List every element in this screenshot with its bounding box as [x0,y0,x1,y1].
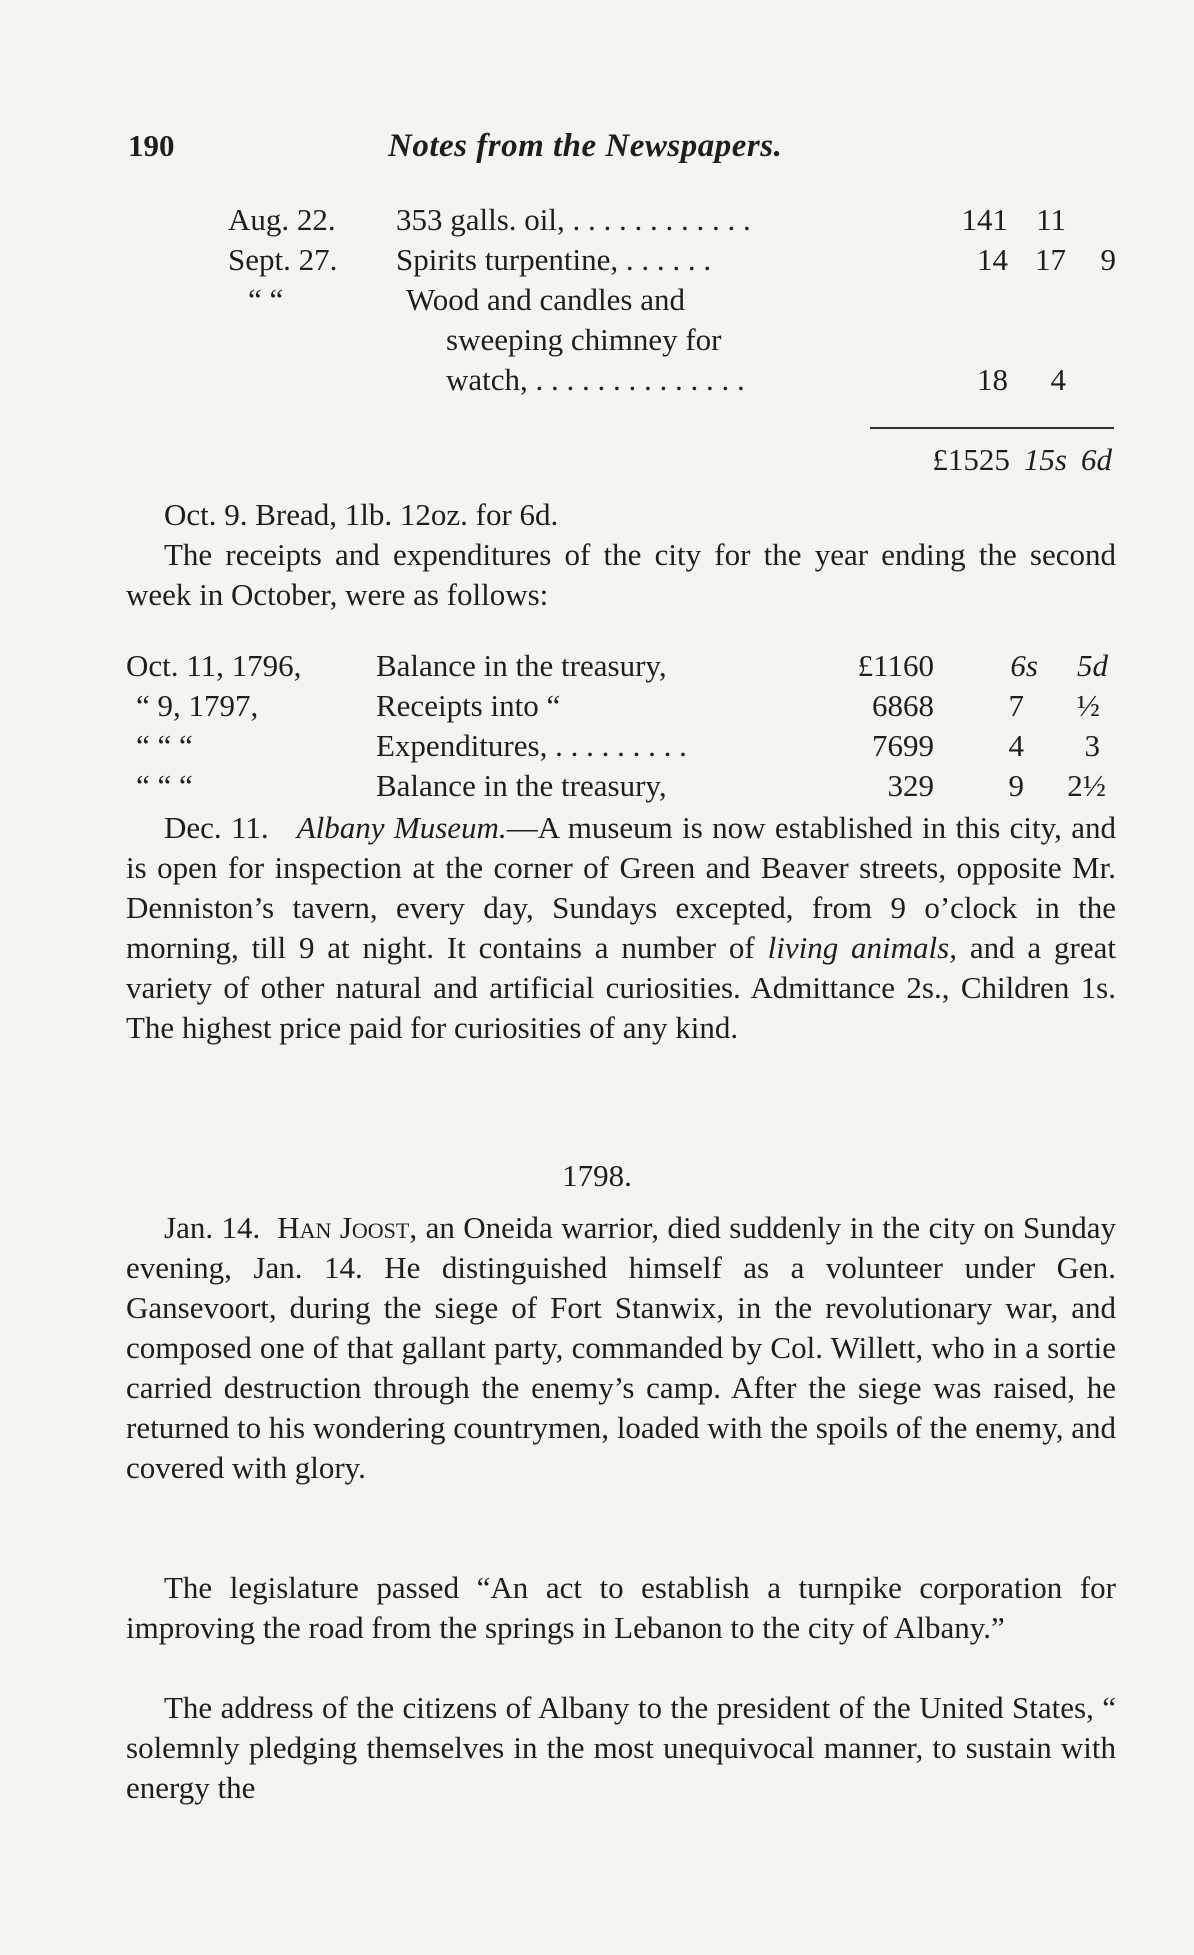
account-row [228,242,1118,282]
page-number: 190 [128,128,175,163]
account-desc: watch, . . . . . . . . . . . . . . [446,362,745,397]
city-account-desc: Expenditures, . . . . . . . . . [376,728,687,763]
running-title: Notes from the Newspapers. [388,128,783,164]
total-pounds: £1525 [932,442,1010,477]
city-account-pounds: 6868 [872,688,934,723]
account-date: Aug. 22. [228,202,336,237]
museum-italic: living animals, [767,930,957,965]
bread-note [126,495,1116,535]
account-row [248,282,1118,322]
account-desc: Spirits turpentine, . . . . . . [396,242,712,277]
account-desc: Wood and candles and [406,282,685,317]
city-account-desc: Receipts into “ [376,688,561,723]
city-account-pounds: 7699 [872,728,934,763]
city-account-row [126,648,1116,688]
account-desc: sweeping chimney for [446,322,722,357]
museum-date: Dec. 11. [164,810,269,845]
city-account-pence: 3 [1084,728,1100,763]
han-joost-date: Jan. 14. [164,1210,261,1245]
address-paragraph [126,1688,1116,1808]
turnpike-text: The legislature passed “An act to establish a turnpike corporation for improving the road from the springs in Lebanon to the city of Albany.” [126,1570,1116,1645]
city-account-date: “ “ “ [136,768,193,803]
city-account-shillings: 4 [1008,728,1024,763]
account-date: “ “ [248,282,284,317]
account-row [228,322,1118,362]
city-account-date: “ 9, 1797, [136,688,259,723]
city-account-shillings: 6s [1010,648,1038,683]
account-shillings: 17 [1035,242,1066,277]
city-account-date: Oct. 11, 1796, [126,648,302,683]
account-total [868,442,1112,478]
receipts-intro [126,535,1116,615]
city-account-pence: 5d [1077,648,1108,683]
city-account-row [126,688,1116,728]
city-account-pounds: £1160 [857,648,934,683]
museum-title: Albany Museum. [296,810,507,845]
account-date: Sept. 27. [228,242,338,277]
account-pounds: 14 [977,242,1008,277]
account-pounds: 18 [977,362,1008,397]
han-joost-name: Han Joost, [277,1210,418,1245]
account-row [228,202,1118,242]
han-joost-paragraph [126,1208,1116,1488]
year-heading: 1798. [562,1158,632,1193]
receipts-intro-text: The receipts and expenditures of the city for the year ending the second week in October, were as follows: [126,537,1116,612]
bread-note-text: Oct. 9. Bread, 1lb. 12oz. for 6d. [164,497,559,532]
han-joost-text: an Oneida warrior, died suddenly in the city on Sunday evening, Jan. 14. He distinguished himself as a volunteer under Gen. Gansevoort, during the siege of Fort Stanwix, in the revolutionary war, and composed one of that gallant party, commanded by Col. Willett, who in a sortie carried destruction through the enemy’s camp. After the siege was raised, he returned to his wondering countrymen, loaded with the spoils of the enemy, and covered with glory. [126,1210,1117,1485]
total-pence: 6d [1081,442,1112,477]
city-account-shillings: 7 [1008,688,1024,723]
city-account-date: “ “ “ [136,728,193,763]
city-account-row [126,768,1116,808]
total-rule [870,427,1114,429]
address-text: The address of the citizens of Albany to the president of the United States, “ solemnly pledging themselves in the most unequivocal manner, to sustain with energy the [126,1690,1116,1805]
account-desc: 353 galls. oil, . . . . . . . . . . . . [396,202,751,237]
turnpike-paragraph [126,1568,1116,1648]
museum-text-b: and a great variety of other natural and artificial curiosities. Admittance 2s., Children 1s. The highest price paid for curiosities of any kind. [126,930,1116,1045]
account-shillings: 11 [1036,202,1066,237]
city-account-pence: 2½ [1067,768,1106,803]
account-pence: 9 [1100,242,1116,277]
city-account-desc: Balance in the treasury, [376,768,667,803]
total-shillings: 15s [1023,442,1067,477]
museum-text-a: —A museum is now established in this city, and is open for inspection at the corner of Green and Beaver streets, opposite Mr. Denniston’s tavern, every day, Sundays excepted, from 9 o’clock in the morning, till 9 at night. It contains a number of [126,810,1117,965]
city-account-pence: ½ [1076,688,1100,723]
city-account-shillings: 9 [1008,768,1024,803]
account-pounds: 141 [961,202,1008,237]
account-shillings: 4 [1050,362,1066,397]
city-account-row [126,728,1116,768]
account-row [228,362,1118,402]
city-account-pounds: 329 [887,768,934,803]
city-account-desc: Balance in the treasury, [376,648,667,683]
museum-paragraph [126,808,1116,1048]
